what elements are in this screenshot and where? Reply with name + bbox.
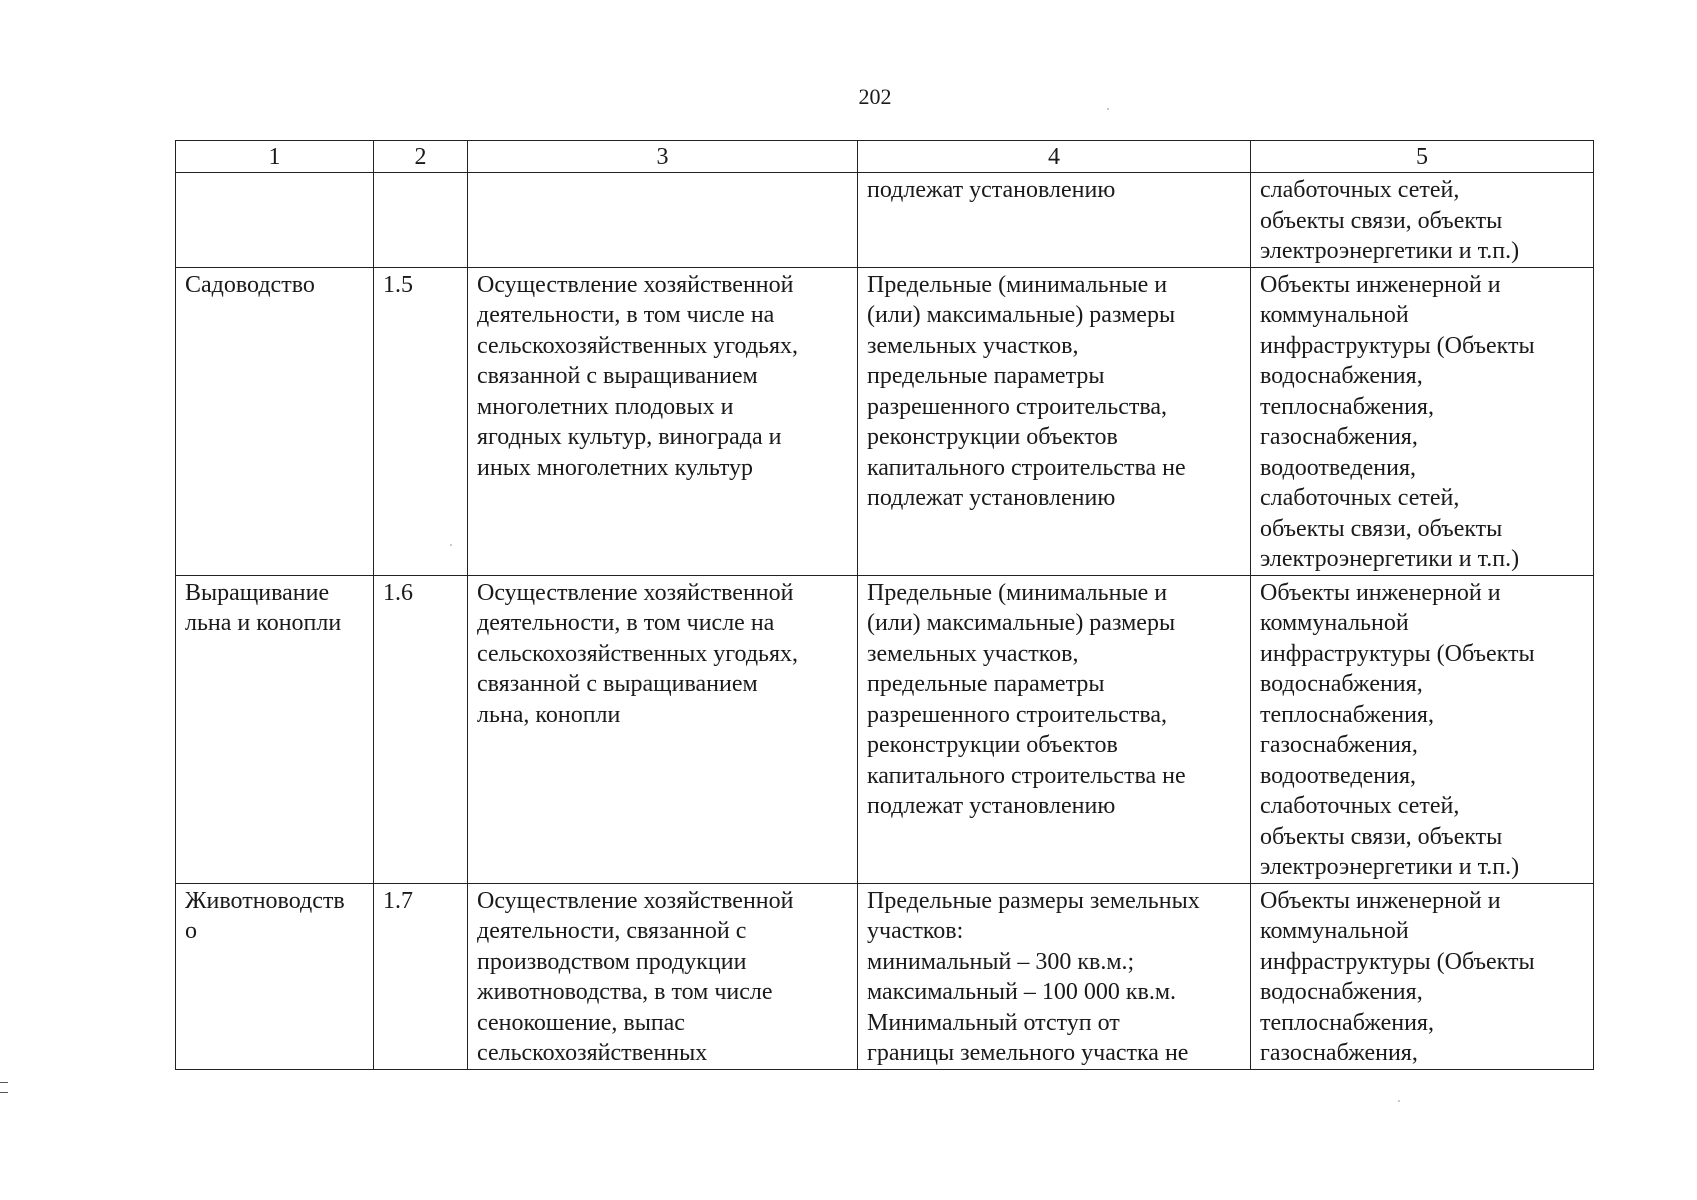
land-use-code-cell [374, 267, 468, 575]
land-use-name-cell [176, 883, 374, 1069]
land-use-name-cell [176, 173, 374, 268]
land-use-description-cell [468, 267, 858, 575]
land-use-code-cell [374, 575, 468, 883]
land-use-table [175, 140, 1594, 1070]
column-header-2: 2 [374, 141, 468, 173]
land-use-name: Животноводств о [185, 887, 345, 944]
land-use-objects: Объекты инженерной и коммунальной инфраструктуры (Объекты водоснабжения, теплоснабжения, газоснабжения, [1260, 887, 1535, 1066]
table-header-row [176, 141, 1594, 173]
land-use-description: Осуществление хозяйственной деятельности, в том числе на сельскохозяйственных угодьях, связанной с выращиванием льна, конопли [477, 579, 799, 728]
land-use-code-cell [374, 173, 468, 268]
land-use-name-cell [176, 575, 374, 883]
table-row [176, 173, 1594, 268]
land-use-name-cell [176, 267, 374, 575]
column-header-5: 5 [1251, 141, 1594, 173]
land-use-objects-cell [1251, 173, 1594, 268]
scan-speck [1398, 1100, 1400, 1102]
land-use-parameters-cell [858, 575, 1251, 883]
scan-speck [450, 544, 452, 546]
table-row [176, 883, 1594, 1069]
land-use-objects: слаботочных сетей, объекты связи, объекты электроэнергетики и т.п.) [1260, 177, 1520, 264]
land-use-parameters: Предельные размеры земельных участков: минимальный – 300 кв.м.; максимальный – 100 000 кв.м. Минимальный отступ от границы земельного участка не [867, 887, 1200, 1066]
column-header-1: 1 [176, 141, 374, 173]
column-header-4: 4 [858, 141, 1251, 173]
land-use-parameters: Предельные (минимальные и (или) максимальные) размеры земельных участков, предельные параметры разрешенного строительства, реконструкции объектов капитального строительства не подлежат установлению [867, 271, 1186, 511]
land-use-code: 1.5 [383, 271, 413, 298]
land-use-objects-cell [1251, 883, 1594, 1069]
land-use-parameters: Предельные (минимальные и (или) максимальные) размеры земельных участков, предельные параметры разрешенного строительства, реконструкции объектов капитального строительства не подлежат установлению [867, 579, 1186, 819]
land-use-code: 1.6 [383, 579, 413, 606]
land-use-description-cell [468, 883, 858, 1069]
scan-speck [1107, 108, 1109, 110]
land-use-objects-cell [1251, 575, 1594, 883]
land-use-parameters: подлежат установлению [867, 177, 1116, 203]
land-use-parameters-cell [858, 883, 1251, 1069]
page-number: 202 [858, 84, 892, 109]
land-use-name: Садоводство [185, 271, 315, 298]
land-use-description-cell [468, 575, 858, 883]
margin-mark [0, 1082, 8, 1093]
land-use-name: Выращивание льна и конопли [185, 579, 342, 636]
table-row [176, 575, 1594, 883]
table-row [176, 267, 1594, 575]
land-use-parameters-cell [858, 173, 1251, 268]
land-use-description-cell [468, 173, 858, 268]
land-use-code-cell [374, 883, 468, 1069]
land-use-code: 1.7 [383, 887, 413, 914]
column-header-3: 3 [468, 141, 858, 173]
land-use-objects: Объекты инженерной и коммунальной инфраструктуры (Объекты водоснабжения, теплоснабжения, газоснабжения, водоотведения, слаботочных сетей, объекты связи, объекты электроэнергетики и т.п.) [1260, 579, 1535, 880]
land-use-parameters-cell [858, 267, 1251, 575]
land-use-objects-cell [1251, 267, 1594, 575]
land-use-description: Осуществление хозяйственной деятельности, связанной с производством продукции животноводства, в том числе сенокошение, выпас сельскохозяйственных [477, 887, 794, 1066]
land-use-description: Осуществление хозяйственной деятельности, в том числе на сельскохозяйственных угодьях, связанной с выращиванием многолетних плодовых и ягодных культур, винограда и иных многолетних культур [477, 271, 799, 481]
land-use-objects: Объекты инженерной и коммунальной инфраструктуры (Объекты водоснабжения, теплоснабжения, газоснабжения, водоотведения, слаботочных сетей, объекты связи, объекты электроэнергетики и т.п.) [1260, 271, 1535, 572]
